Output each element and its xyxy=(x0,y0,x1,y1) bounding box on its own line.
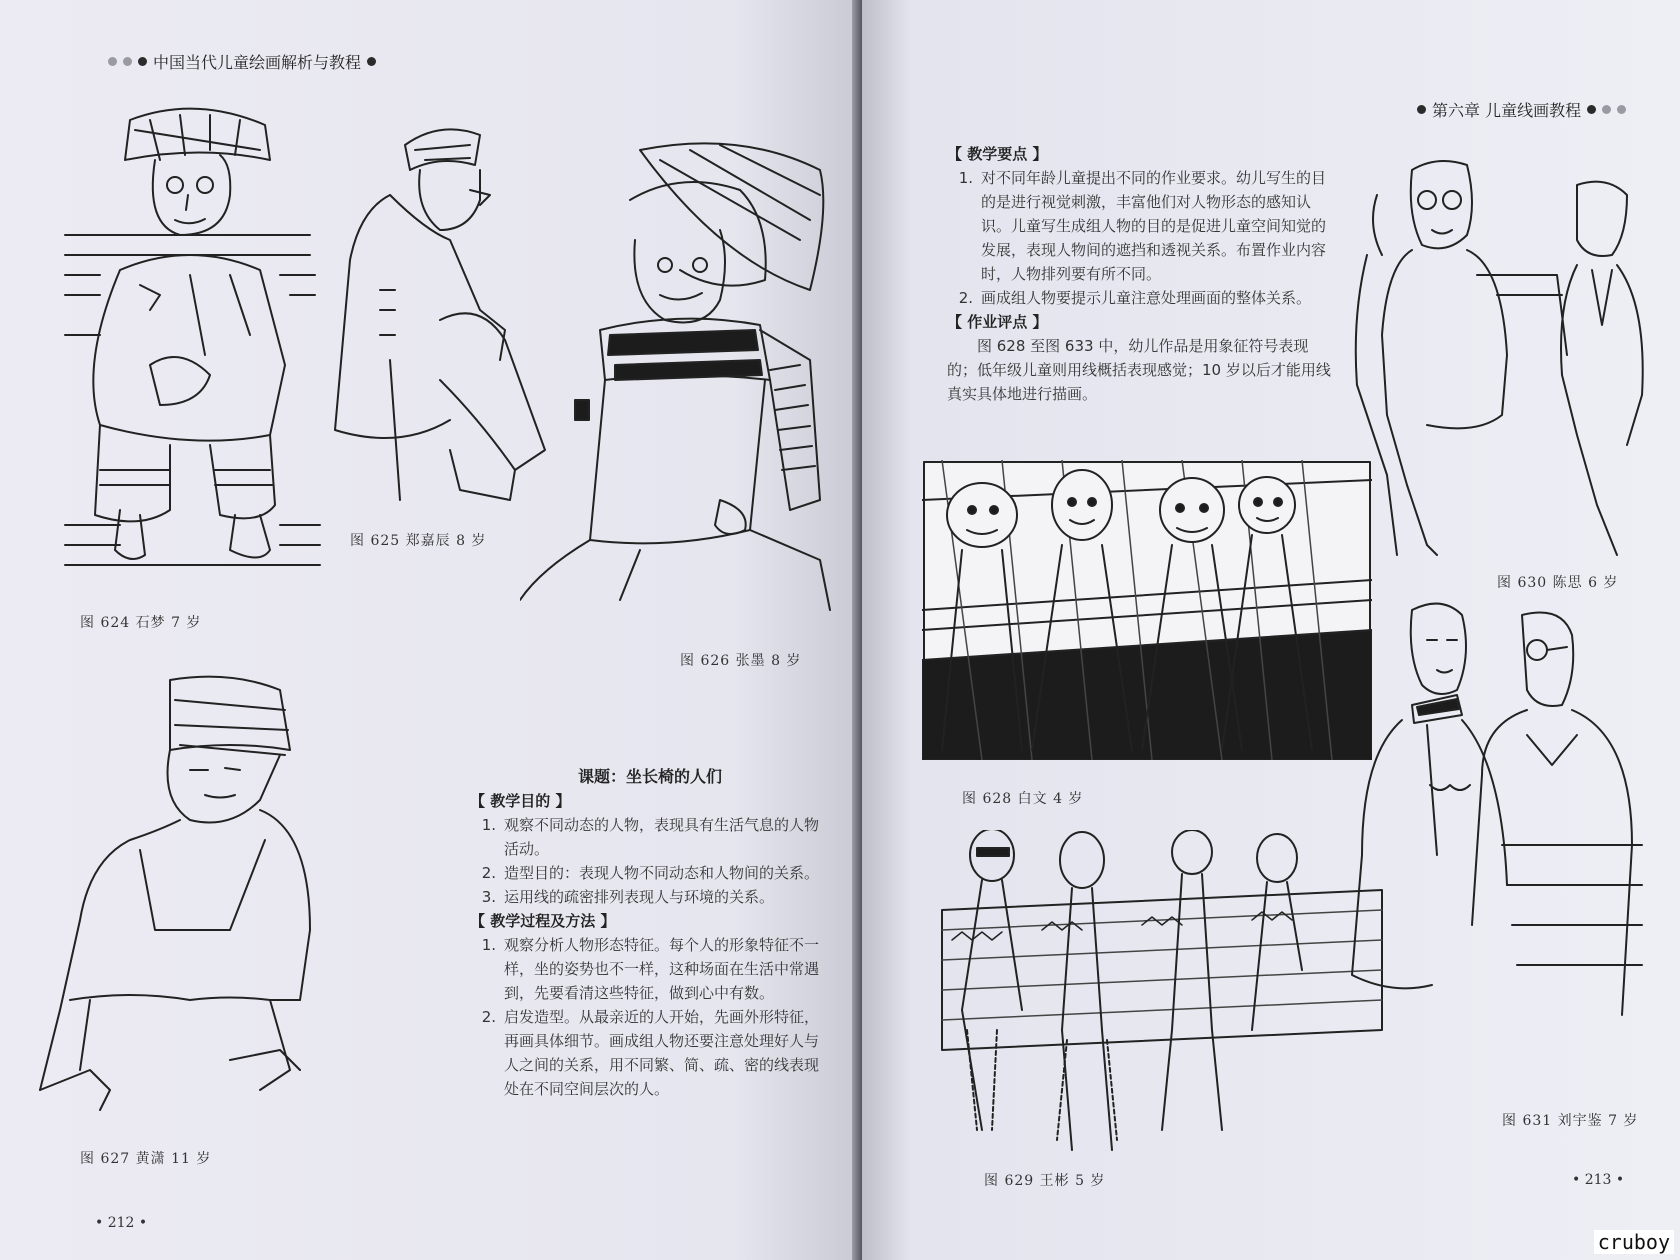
figure-630-caption: 图 630 陈思 6 岁 xyxy=(1497,575,1619,591)
list-item xyxy=(470,813,830,861)
header-dot-icon xyxy=(1417,105,1426,114)
figure-627-caption: 图 627 黄潇 11 岁 xyxy=(80,1151,212,1167)
section-heading: 【 教学过程及方法 】 xyxy=(470,912,616,930)
item-text: 画成组人物要提示儿童注意处理画面的整体关系。 xyxy=(981,289,1312,307)
figure-626-drawing xyxy=(520,130,850,650)
item-number: 2. xyxy=(481,1008,496,1026)
figure-627-drawing xyxy=(30,670,330,1140)
list-item xyxy=(470,1005,830,1101)
item-number: 2. xyxy=(481,864,496,882)
left-running-header xyxy=(108,50,376,73)
figure-631-drawing xyxy=(1332,595,1662,1085)
chapter-title: 第六章 儿童线画教程 xyxy=(1432,101,1582,120)
figure-630-drawing xyxy=(1327,155,1657,575)
figure-629-drawing xyxy=(922,830,1392,1160)
teaching-points-text xyxy=(947,142,1332,406)
section-heading: 【 教学目的 】 xyxy=(470,792,571,810)
section-heading: 【 作业评点 】 xyxy=(947,313,1048,331)
right-page xyxy=(862,0,1680,1260)
page-number: • 213 • xyxy=(1572,1172,1625,1188)
figure-624-caption: 图 624 石梦 7 岁 xyxy=(80,615,202,631)
item-text: 观察不同动态的人物，表现具有生活气息的人物活动。 xyxy=(504,816,820,858)
item-number: 3. xyxy=(481,888,496,906)
book-title: 中国当代儿童绘画解析与教程 xyxy=(153,53,362,72)
item-text: 造型目的：表现人物不同动态和人物间的关系。 xyxy=(504,864,820,882)
header-dot-icon xyxy=(108,57,117,66)
lesson-title: 课题：坐长椅的人们 xyxy=(577,767,722,786)
header-dot-icon xyxy=(367,57,376,66)
item-text: 对不同年龄儿童提出不同的作业要求。幼儿写生的目的是进行视觉刺激，丰富他们对人物形态的感知认识。儿童写生成组人物的目的是促进儿童空间知觉的发展，表现人物间的遮挡和透视关系。布置作业内容时，人物排列要有所不同。 xyxy=(981,169,1327,283)
list-item xyxy=(947,166,1332,286)
item-text: 观察分析人物形态特征。每个人的形象特征不一样，坐的姿势也不一样，这种场面在生活中常遇到，先要看清这些特征，做到心中有数。 xyxy=(504,936,820,1002)
figure-628-caption: 图 628 白文 4 岁 xyxy=(962,791,1084,807)
figure-629-caption: 图 629 王彬 5 岁 xyxy=(984,1173,1106,1189)
assignment-comment: 图 628 至图 633 中，幼儿作品是用象征符号表现的；低年级儿童则用线概括表现感觉；10 岁以后才能用线真实具体地进行描画。 xyxy=(947,337,1331,403)
figure-624-drawing xyxy=(60,105,330,605)
list-item xyxy=(470,885,830,909)
page-number: • 212 • xyxy=(95,1215,148,1231)
list-item xyxy=(470,933,830,1005)
lesson-text xyxy=(470,765,830,1101)
item-number: 1. xyxy=(481,936,496,954)
header-dot-icon xyxy=(1617,105,1626,114)
item-text: 启发造型。从最亲近的人开始，先画外形特征，再画具体细节。画成组人物还要注意处理好人与人之间的关系，用不同繁、简、疏、密的线表现处在不同空间层次的人。 xyxy=(504,1008,820,1098)
item-number: 2. xyxy=(958,289,973,307)
header-dot-icon xyxy=(123,57,132,66)
item-text: 运用线的疏密排列表现人与环境的关系。 xyxy=(504,888,775,906)
figure-628-drawing xyxy=(922,460,1372,760)
figure-626-caption: 图 626 张墨 8 岁 xyxy=(680,653,802,669)
header-dot-icon xyxy=(138,57,147,66)
figure-625-caption: 图 625 郑嘉辰 8 岁 xyxy=(350,533,487,549)
item-number: 1. xyxy=(481,816,496,834)
item-number: 1. xyxy=(958,169,973,187)
header-dot-icon xyxy=(1587,105,1596,114)
header-dot-icon xyxy=(1602,105,1611,114)
list-item xyxy=(470,861,830,885)
figure-631-caption: 图 631 刘宇鉴 7 岁 xyxy=(1502,1113,1639,1129)
watermark: cruboy xyxy=(1594,1230,1674,1254)
section-heading: 【 教学要点 】 xyxy=(947,145,1048,163)
right-running-header xyxy=(1417,98,1626,121)
list-item xyxy=(947,286,1332,310)
